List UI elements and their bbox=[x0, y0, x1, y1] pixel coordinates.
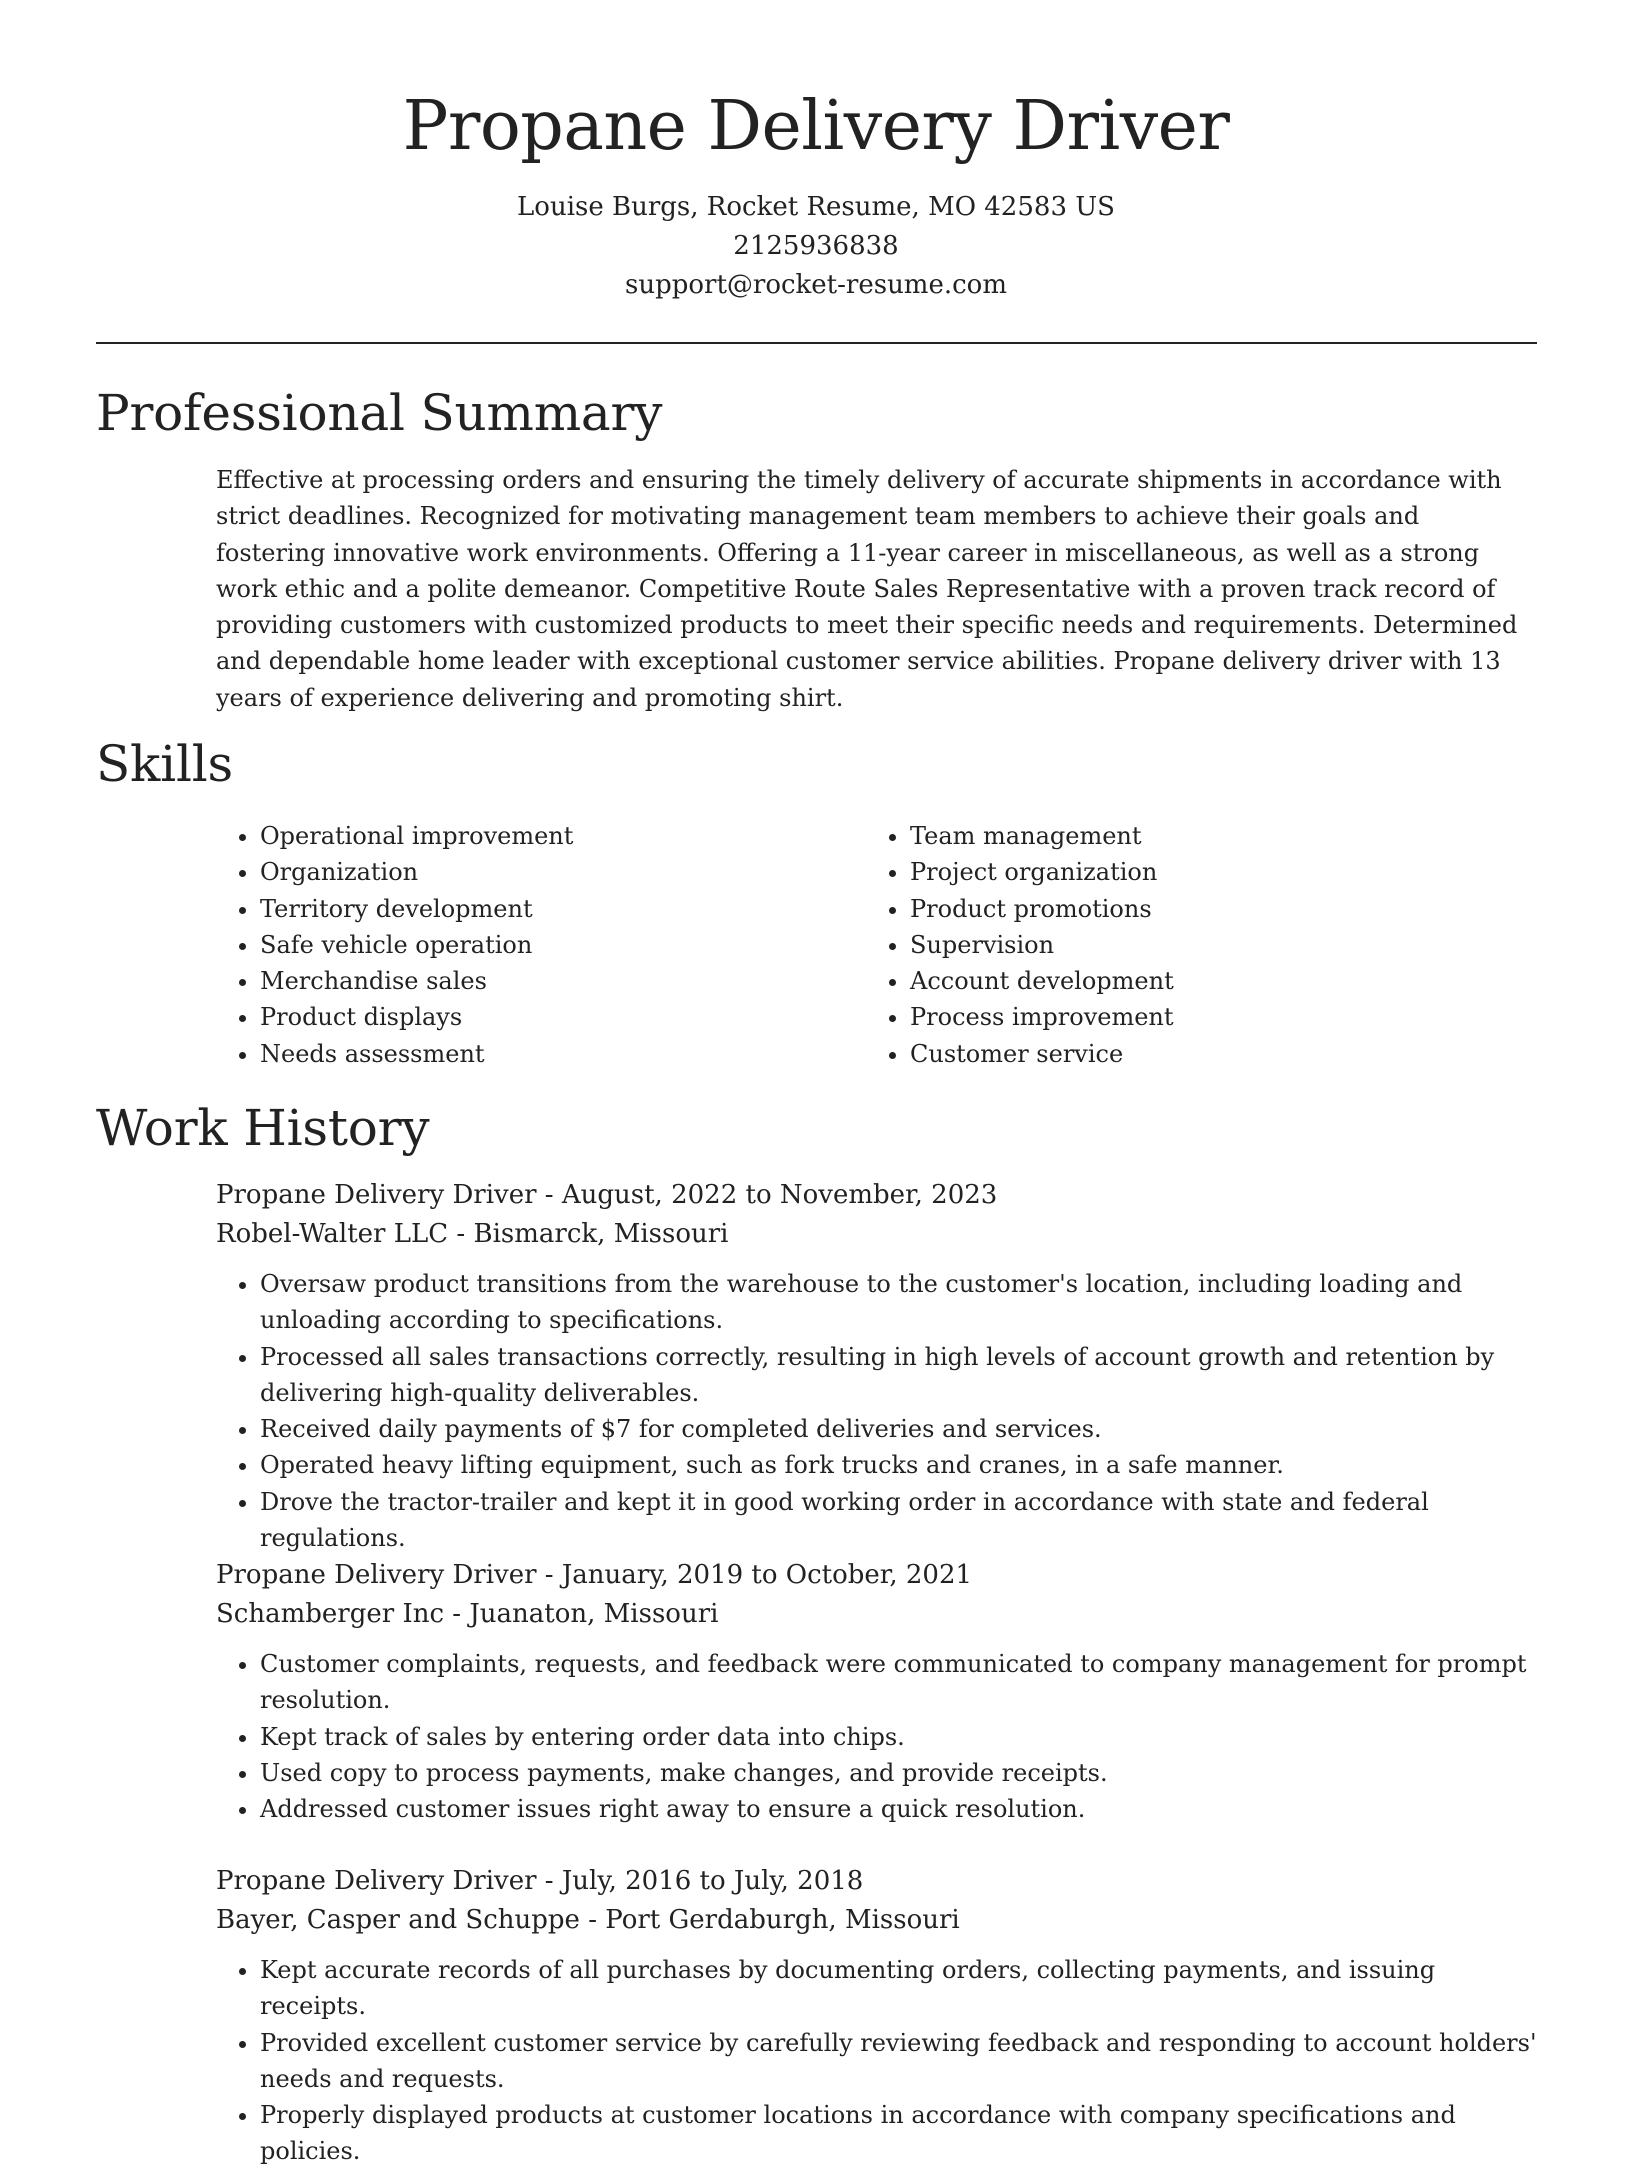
skill-item: • Customer service bbox=[910, 1036, 1516, 1072]
skill-item: • Account development bbox=[910, 963, 1516, 999]
skill-item: • Supervision bbox=[910, 927, 1516, 963]
job-company-line: Robel-Walter LLC - Bismarck, Missouri bbox=[216, 1219, 729, 1249]
skill-item: • Project organization bbox=[910, 854, 1516, 890]
resume-name: Propane Delivery Driver bbox=[402, 87, 1230, 166]
job-company: Schamberger Inc bbox=[216, 1599, 445, 1629]
skills-column-2 bbox=[866, 818, 1516, 1072]
contact-address: Louise Burgs, Rocket Resume, MO 42583 US bbox=[517, 192, 1115, 222]
job-title-line: Propane Delivery Driver - August, 2022 to November, 2023 bbox=[216, 1180, 998, 1210]
job-bullet: • Received daily payments of $7 for completed deliveries and services. bbox=[260, 1411, 1546, 1447]
job-bullet: • Provided excellent customer service by carefully reviewing feedback and responding to account holders' needs and requests. bbox=[260, 2025, 1546, 2098]
job-location: Port Gerdaburgh, Missouri bbox=[605, 1905, 960, 1935]
summary-text: Effective at processing orders and ensuring the timely delivery of accurate shipments in accordance with strict deadlines. Recognized for motivating management team members to achieve their goals and fostering innovative work environments. Offering a 11-year career in miscellaneous, as well as a strong work ethic and a polite demeanor. Competitive Route Sales Representative with a proven track record of providing customers with customized products to meet their specific needs and requirements. Determined and dependable home leader with exceptional customer service abilities. Propane delivery driver with 13 years of experience delivering and promoting shirt. bbox=[216, 466, 1518, 712]
job-dates: August, 2022 to November, 2023 bbox=[561, 1180, 998, 1210]
skill-item: • Safe vehicle operation bbox=[260, 927, 866, 963]
skills-column-1 bbox=[216, 818, 866, 1072]
job-bullet: • Oversaw product transitions from the warehouse to the customer's location, including loading and unloading according to specifications. bbox=[260, 1266, 1546, 1339]
contact-phone: 2125936838 bbox=[733, 231, 899, 261]
job-bullet: • Addressed customer issues right away to ensure a quick resolution. bbox=[260, 1791, 1546, 1827]
work-history-heading: Work History bbox=[96, 1099, 430, 1157]
job-company-line: Schamberger Inc - Juanaton, Missouri bbox=[216, 1599, 719, 1629]
job-location: Bismarck, Missouri bbox=[473, 1219, 729, 1249]
job-bullet: • Used copy to process payments, make changes, and provide receipts. bbox=[260, 1755, 1546, 1791]
skill-item: • Team management bbox=[910, 818, 1516, 854]
job-bullet: • Processed all sales transactions correctly, resulting in high levels of account growth and retention by delivering high-quality deliverables. bbox=[260, 1339, 1546, 1412]
job-title: Propane Delivery Driver bbox=[216, 1560, 537, 1590]
job-bullets bbox=[216, 1266, 1546, 1556]
skills-list bbox=[216, 818, 1536, 1072]
job-bullet: • Operated heavy lifting equipment, such as fork trucks and cranes, in a safe manner. bbox=[260, 1447, 1546, 1483]
resume-header bbox=[0, 0, 1632, 305]
job-title-line: Propane Delivery Driver - July, 2016 to July, 2018 bbox=[216, 1866, 864, 1896]
job-bullets bbox=[216, 1952, 1546, 2170]
job-location: Juanaton, Missouri bbox=[469, 1599, 719, 1629]
job-bullet: • Drove the tractor-trailer and kept it in good working order in accordance with state and federal regulations. bbox=[260, 1484, 1546, 1557]
job-bullet: • Kept accurate records of all purchases by documenting orders, collecting payments, and issuing receipts. bbox=[260, 1952, 1546, 2025]
job-company: Bayer, Casper and Schuppe bbox=[216, 1905, 580, 1935]
skill-item: • Organization bbox=[260, 854, 866, 890]
job-title: Propane Delivery Driver bbox=[216, 1866, 537, 1896]
job-company-line: Bayer, Casper and Schuppe - Port Gerdaburgh, Missouri bbox=[216, 1905, 960, 1935]
skill-item: • Process improvement bbox=[910, 999, 1516, 1035]
job-bullet: • Customer complaints, requests, and feedback were communicated to company management for prompt resolution. bbox=[260, 1646, 1546, 1719]
job-bullet: • Properly displayed products at customer locations in accordance with company specifications and policies. bbox=[260, 2097, 1546, 2170]
skills-heading: Skills bbox=[96, 735, 233, 793]
skill-item: • Needs assessment bbox=[260, 1036, 866, 1072]
contact-block bbox=[0, 188, 1632, 305]
job-entry bbox=[216, 1556, 1546, 1827]
job-entry bbox=[216, 1176, 1546, 1556]
job-title-line: Propane Delivery Driver - January, 2019 to October, 2021 bbox=[216, 1560, 973, 1590]
skill-item: • Merchandise sales bbox=[260, 963, 866, 999]
skill-item: • Product displays bbox=[260, 999, 866, 1035]
skill-item: • Territory development bbox=[260, 891, 866, 927]
job-dates: July, 2016 to July, 2018 bbox=[561, 1866, 864, 1896]
skill-item: • Operational improvement bbox=[260, 818, 866, 854]
job-dates: January, 2019 to October, 2021 bbox=[561, 1560, 973, 1590]
job-bullets bbox=[216, 1646, 1546, 1827]
header-divider bbox=[96, 342, 1537, 344]
job-title: Propane Delivery Driver bbox=[216, 1180, 537, 1210]
job-entry bbox=[216, 1862, 1546, 2170]
summary-heading: Professional Summary bbox=[96, 384, 663, 442]
contact-email: support@rocket-resume.com bbox=[624, 270, 1007, 300]
job-bullet: • Kept track of sales by entering order data into chips. bbox=[260, 1719, 1546, 1755]
skill-item: • Product promotions bbox=[910, 891, 1516, 927]
job-company: Robel-Walter LLC bbox=[216, 1219, 449, 1249]
